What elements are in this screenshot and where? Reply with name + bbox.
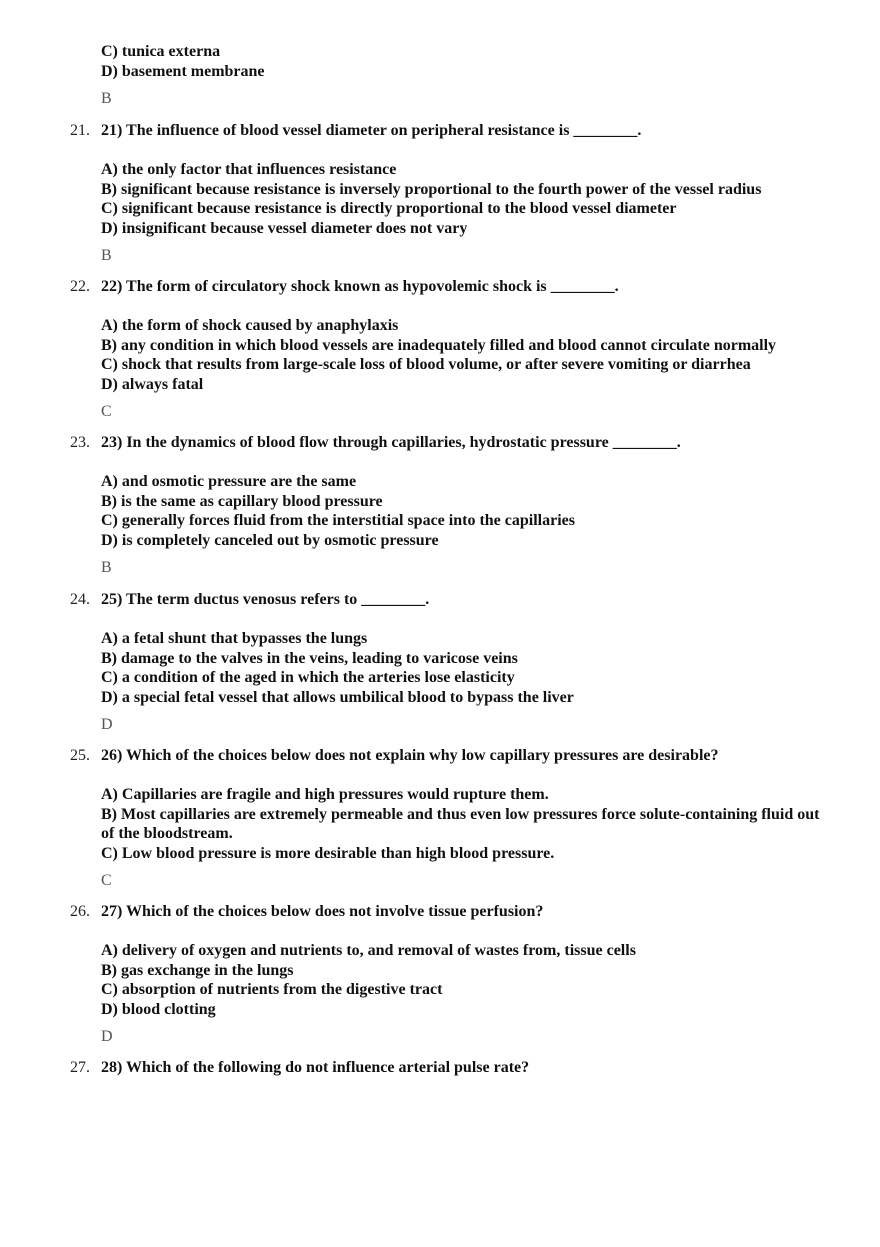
question-number: 25. [70, 747, 90, 764]
option: A) the form of shock caused by anaphylaxis [101, 317, 399, 334]
answer: C [101, 872, 112, 889]
options-list [101, 941, 840, 1019]
answer: C [101, 403, 112, 420]
options-list [101, 629, 840, 707]
question-block [70, 121, 840, 265]
option: D) blood clotting [101, 1000, 216, 1018]
question-text: 28) Which of the following do not influence arterial pulse rate? [101, 1059, 530, 1076]
options-list [101, 472, 840, 550]
option: B) gas exchange in the lungs [101, 961, 294, 979]
option: D) always fatal [101, 375, 204, 393]
question-number: 23. [70, 434, 90, 451]
answer: D [101, 716, 113, 733]
question-text: 22) The form of circulatory shock known as hypovolemic shock is ________. [101, 278, 619, 295]
option: D) a special fetal vessel that allows umbilical blood to bypass the liver [101, 688, 574, 706]
option: A) a fetal shunt that bypasses the lungs [101, 630, 368, 647]
question-block [70, 590, 840, 734]
question-number: 27. [70, 1059, 90, 1076]
option: B) is the same as capillary blood pressure [101, 492, 383, 510]
option: B) damage to the valves in the veins, leading to varicose veins [101, 649, 518, 667]
question-number: 21. [70, 122, 90, 139]
question-text: 26) Which of the choices below does not explain why low capillary pressures are desirable? [101, 747, 719, 764]
option: C) generally forces fluid from the interstitial space into the capillaries [101, 512, 575, 529]
option: A) delivery of oxygen and nutrients to, and removal of wastes from, tissue cells [101, 942, 636, 959]
option: C) a condition of the aged in which the arteries lose elasticity [101, 669, 515, 686]
question-number: 22. [70, 278, 90, 295]
option: B) significant because resistance is inversely proportional to the fourth power of the vessel radius [101, 180, 762, 198]
question-number: 26. [70, 903, 90, 920]
option: C) Low blood pressure is more desirable than high blood pressure. [101, 844, 555, 862]
option: B) any condition in which blood vessels are inadequately filled and blood cannot circulate normally [101, 336, 777, 354]
option: A) the only factor that influences resistance [101, 161, 397, 178]
options-list [101, 785, 840, 863]
question-block [70, 277, 840, 421]
answer: B [101, 90, 112, 107]
options-list [101, 316, 840, 394]
option: B) Most capillaries are extremely permeable and thus even low pressures force solute-containing fluid out of the bloodstream. [101, 805, 820, 842]
option: A) and osmotic pressure are the same [101, 473, 357, 490]
answer: B [101, 559, 112, 576]
question-block [70, 433, 840, 577]
question-text: 27) Which of the choices below does not involve tissue perfusion? [101, 903, 544, 920]
option: C) absorption of nutrients from the digestive tract [101, 981, 443, 998]
question-text: 25) The term ductus venosus refers to ________. [101, 591, 430, 608]
question-number: 24. [70, 591, 90, 608]
option: A) Capillaries are fragile and high pressures would rupture them. [101, 786, 549, 803]
option: C) shock that results from large-scale loss of blood volume, or after severe vomiting or diarrhea [101, 356, 751, 373]
options-list [101, 160, 840, 238]
option: D) is completely canceled out by osmotic pressure [101, 531, 439, 549]
question-block [70, 902, 840, 1046]
answer: B [101, 247, 112, 264]
option: C) significant because resistance is directly proportional to the blood vessel diameter [101, 200, 677, 217]
question-text: 21) The influence of blood vessel diameter on peripheral resistance is ________. [101, 122, 642, 139]
previous-question-tail [101, 42, 265, 108]
question-block [70, 1058, 840, 1078]
option: D) insignificant because vessel diameter does not vary [101, 219, 468, 237]
option: C) tunica externa [101, 43, 221, 60]
answer: D [101, 1028, 113, 1045]
option: D) basement membrane [101, 62, 265, 80]
question-block [70, 746, 840, 890]
question-text: 23) In the dynamics of blood flow through capillaries, hydrostatic pressure ________. [101, 434, 681, 451]
